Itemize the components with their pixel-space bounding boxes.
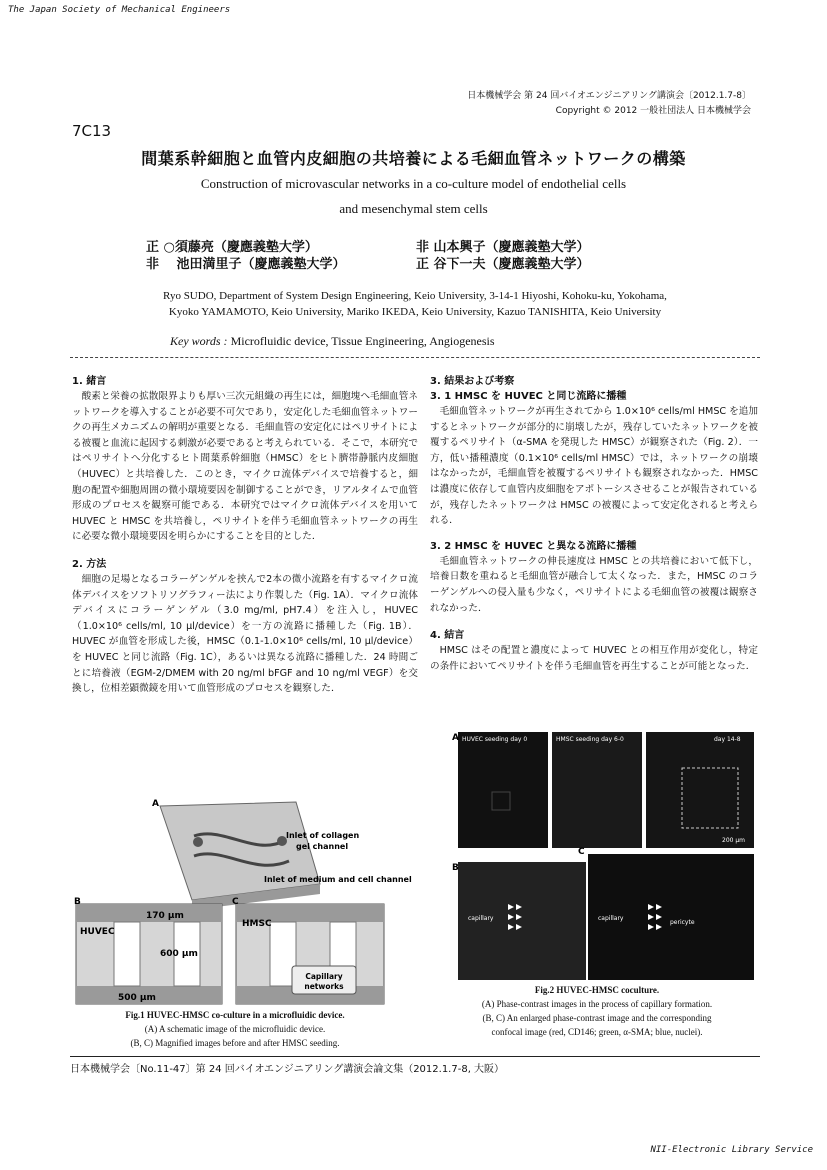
fig1-caption-title: HUVEC-HMSC co-culture in a microfluidic device. — [146, 1010, 345, 1020]
fig2-caption-line-3: confocal image (red, CD146; green, α-SMA; blue, nuclei). — [491, 1027, 703, 1037]
fig2-caption-title: HUVEC-HMSC coculture. — [556, 985, 660, 995]
proceedings-footer: 日本機械学会〔No.11-47〕第 24 回バイオエンジニアリング講演会論文集（2012.1.7-8, 大阪） — [70, 1064, 505, 1075]
affiliation-line-2: Kyoko YAMAMOTO, Keio University, Mariko IKEDA, Keio University, Kazuo TANISHITA, Keio University — [168, 306, 662, 318]
nii-service-label: NII-Electronic Library Service — [650, 1145, 813, 1155]
figure-1-caption — [70, 1008, 400, 1050]
section-3-heading: 3. 結果および考察 — [430, 376, 515, 387]
fig2-caption-line-1: (A) Phase-contrast images in the process of capillary formation. — [481, 999, 713, 1009]
fig2-pericyte: pericyte — [670, 919, 695, 926]
fig2-capillary-b: capillary — [468, 915, 494, 922]
huvec-label: HUVEC — [80, 927, 115, 937]
header-divider — [70, 357, 760, 358]
fig2-capillary-c: capillary — [598, 915, 624, 922]
panel-b-post — [114, 922, 140, 986]
fig2-panel3-label: day 14-8 — [714, 736, 741, 743]
inlet-collagen-2: gel channel — [296, 842, 349, 851]
fig2-label-c: C — [578, 847, 585, 857]
dim-600: 600 μm — [160, 949, 198, 959]
section-2-heading: 2. 方法 — [72, 558, 107, 570]
society-header: The Japan Society of Mechanical Engineers — [8, 5, 231, 15]
fig2-caption-label: Fig.2 — [534, 985, 555, 995]
right-column — [430, 374, 758, 674]
inlet-collagen-1: Inlet of collagen — [286, 831, 360, 840]
section-3-1-text: 毛細血管ネットワークが再生されてから 1.0×10⁶ cells/ml HMSC を追加するとネットワークが部分的に崩壊したが，残存していたネットワークを被覆するペリサイト（α-SMA を発現した HMSC）が観察された（Fig. 2）．一方，低い播種濃度（0.1×10⁶ cells/ml HMSC）では，ネットワークの崩壊はなかったが，毛細血管を被覆するペリサイトも観察されなかった．HMSC は濃度に依存して血管内皮細胞をアポトーシスさせることが報告されているが，残存したネットワークは HMSC の被覆によって安定化されると考えられる． — [430, 406, 758, 527]
fig1-caption-line-2: (B, C) Magnified images before and after HMSC seeding. — [130, 1038, 340, 1048]
section-4-text: HMSC はその配置と濃度によって HUVEC との相互作用が変化し，特定の条件においてペリサイトを伴う毛細血管を再生することが可能となった． — [430, 645, 758, 672]
capillary-label-2: networks — [304, 982, 344, 991]
section-4-heading: 4. 結言 — [430, 630, 465, 642]
device-port — [193, 837, 203, 847]
section-1-text: 酸素と栄養の拡散限界よりも厚い三次元組織の再生には，細胞塊へ毛細血管ネットワークを導入することが必要不可欠であり，安定化した毛細血管ネットワークの再生メカニズムの解明が重要となる．毛細血管の安定化にはペリサイトによる被覆と血流に起因する刺激が必要であると考えられている．そこで，本研究ではペリサイトへ分化するヒト間葉系幹細胞（HMSC）をヒト臍帯静脈内皮細胞（HUVEC）と共培養した．このとき，マイクロ流体デバイスで培養すると，細胞の配置や細胞周囲の微小環境要因を制御することができ，リアルタイムで血管形成のプロセスを観察可能である．本研究ではマイクロ流体デバイスを用いて HUVEC と HMSC を共培養し，ペリサイトを伴う毛細血管ネットワークの再生に必要な微小環境要因を明らかにすることを目的とした． — [72, 391, 418, 543]
title-english-line-2: and mesenchymal stem cells — [339, 201, 488, 216]
fig1-label-a: A — [152, 799, 159, 809]
capillary-label-1: Capillary — [305, 972, 343, 981]
fig2-panel2-label: HMSC seeding day 6-0 — [556, 736, 624, 743]
figure-2-caption — [430, 983, 764, 1039]
fig1-caption-label: Fig.1 — [125, 1010, 145, 1020]
fig2-label-b: B — [452, 863, 459, 873]
copyright-line: Copyright © 2012 一般社団法人 日本機械学会 — [555, 106, 751, 116]
keywords — [170, 334, 495, 349]
hmsc-label: HMSC — [242, 919, 272, 929]
left-column — [72, 374, 418, 697]
section-3-2-heading: 3. 2 HMSC を HUVEC と異なる流路に播種 — [430, 540, 637, 552]
dim-500: 500 μm — [118, 993, 156, 1003]
authors-right-1: 非 山本興子（慶應義塾大学） — [416, 240, 590, 255]
title-english-line-1: Construction of microvascular networks in a co-culture model of endothelial cells — [200, 176, 627, 191]
fig2-panel1-label: HUVEC seeding day 0 — [462, 736, 528, 743]
fig1-label-b: B — [74, 897, 81, 907]
fig2-panel-a1 — [458, 732, 548, 848]
section-1-heading: 1. 緒言 — [72, 376, 107, 387]
inlet-medium: Inlet of medium and cell channel — [264, 875, 412, 884]
authors-left-1: 正 ○須藤亮（慶應義塾大学） — [146, 240, 318, 255]
figure-1 — [74, 796, 412, 1026]
authors-right-2: 正 谷下一夫（慶應義塾大学） — [416, 257, 590, 272]
affiliation-line-1: Ryo SUDO, Department of System Design Engineering, Keio University, 3-14-1 Hiyoshi, Kohoku-ku, Yokohama, — [163, 290, 667, 302]
fig2-caption-line-2: (B, C) An enlarged phase-contrast image and the corresponding — [482, 1013, 712, 1023]
device-chip — [160, 802, 320, 900]
paper-code: 7C13 — [72, 122, 112, 140]
section-3-1-heading: 3. 1 HMSC を HUVEC と同じ流路に播種 — [430, 391, 627, 402]
fig1-label-c: C — [232, 897, 239, 907]
fig2-panel-a2 — [552, 732, 642, 848]
keywords-text: Microfluidic device, Tissue Engineering, Angiogenesis — [227, 334, 495, 348]
section-2-text: 細胞の足場となるコラーゲンゲルを挟んで2本の微小流路を有するマイクロ流体デバイスをソフトリソグラフィー法により作製した（Fig. 1A）．マイクロ流体デバイスにコラーゲンゲル（3.0 mg/ml, pH7.4）を注入し，HUVEC（1.0×10⁶ cells/ml, 10 μl/device）を一方の流路に播種した（Fig. 1B）．HUVEC が血管を形成した後，HMSC（0.1-1.0×10⁶ cells/ml, 10 μl/device）を HUVEC と同じ流路（Fig. 1C），あるいは異なる流路に播種した．24 時間ごとに培養液（EGM-2/DMEM with 20 ng/ml bFGF and 10 ng/ml VEGF）を交換し，位相差顕微鏡を用いて血管形成のプロセスを観察した． — [72, 573, 418, 695]
fig2-scale-label: 200 μm — [722, 837, 746, 844]
conference-line: 日本機械学会 第 24 回バイオエンジニアリング講演会〔2012.1.7-8〕 — [467, 91, 751, 101]
authors-left-2: 非 池田満里子（慶應義塾大学） — [146, 257, 346, 272]
dim-170: 170 μm — [146, 911, 184, 921]
title-japanese: 間葉系幹細胞と血管内皮細胞の共培養による毛細血管ネットワークの構築 — [141, 149, 686, 168]
fig1-caption-line-1: (A) A schematic image of the microfluidic device. — [144, 1024, 326, 1034]
section-3-2-text: 毛細血管ネットワークの伸長速度は HMSC との共培養において低下し，培養日数を重ねると毛細血管が融合して太くなった．また，HMSC のコラーゲンゲルへの侵入量も少なく，ペリサイトによる毛細血管の被覆は観察されなかった． — [430, 555, 758, 614]
fig2-label-a: A — [452, 733, 459, 743]
figure-2 — [452, 728, 756, 984]
keywords-label: Key words : — [170, 334, 228, 348]
footer-divider — [70, 1056, 760, 1057]
